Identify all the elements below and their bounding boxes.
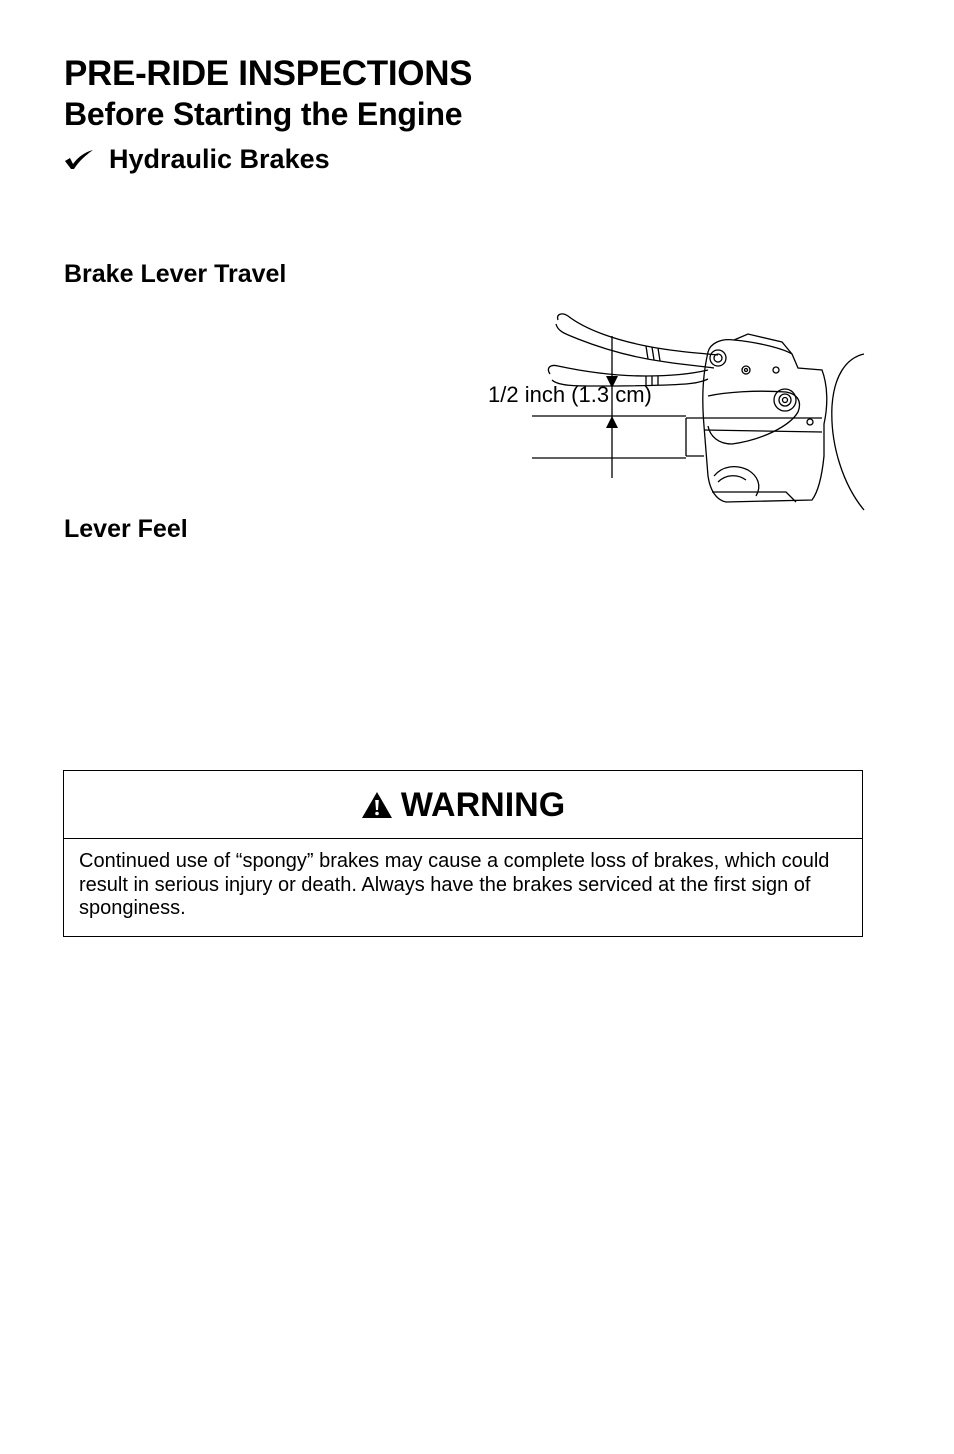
warning-text: Continued use of “spongy” brakes may cause a complete loss of brakes, which could result in serious injury or death. Always have the brakes serviced at the first sign of sponginess. <box>79 850 830 919</box>
brake-lever-travel-heading: Brake Lever Travel <box>64 260 287 288</box>
warning-triangle-icon <box>361 791 393 819</box>
warning-box <box>63 770 863 937</box>
warning-header <box>64 771 862 839</box>
brake-lever-drawing <box>486 306 866 516</box>
section-heading <box>64 142 330 176</box>
warning-title: WARNING <box>400 785 566 824</box>
lever-feel-heading: Lever Feel <box>64 515 188 543</box>
page-title: PRE-RIDE INSPECTIONS <box>64 54 473 93</box>
brake-lever-illustration <box>486 306 866 516</box>
travel-dimension-label: 1/2 inch (1.3 cm) <box>488 382 652 407</box>
checkmark-icon <box>64 148 94 170</box>
section-title: Hydraulic Brakes <box>109 144 330 174</box>
page-subtitle: Before Starting the Engine <box>64 96 463 132</box>
